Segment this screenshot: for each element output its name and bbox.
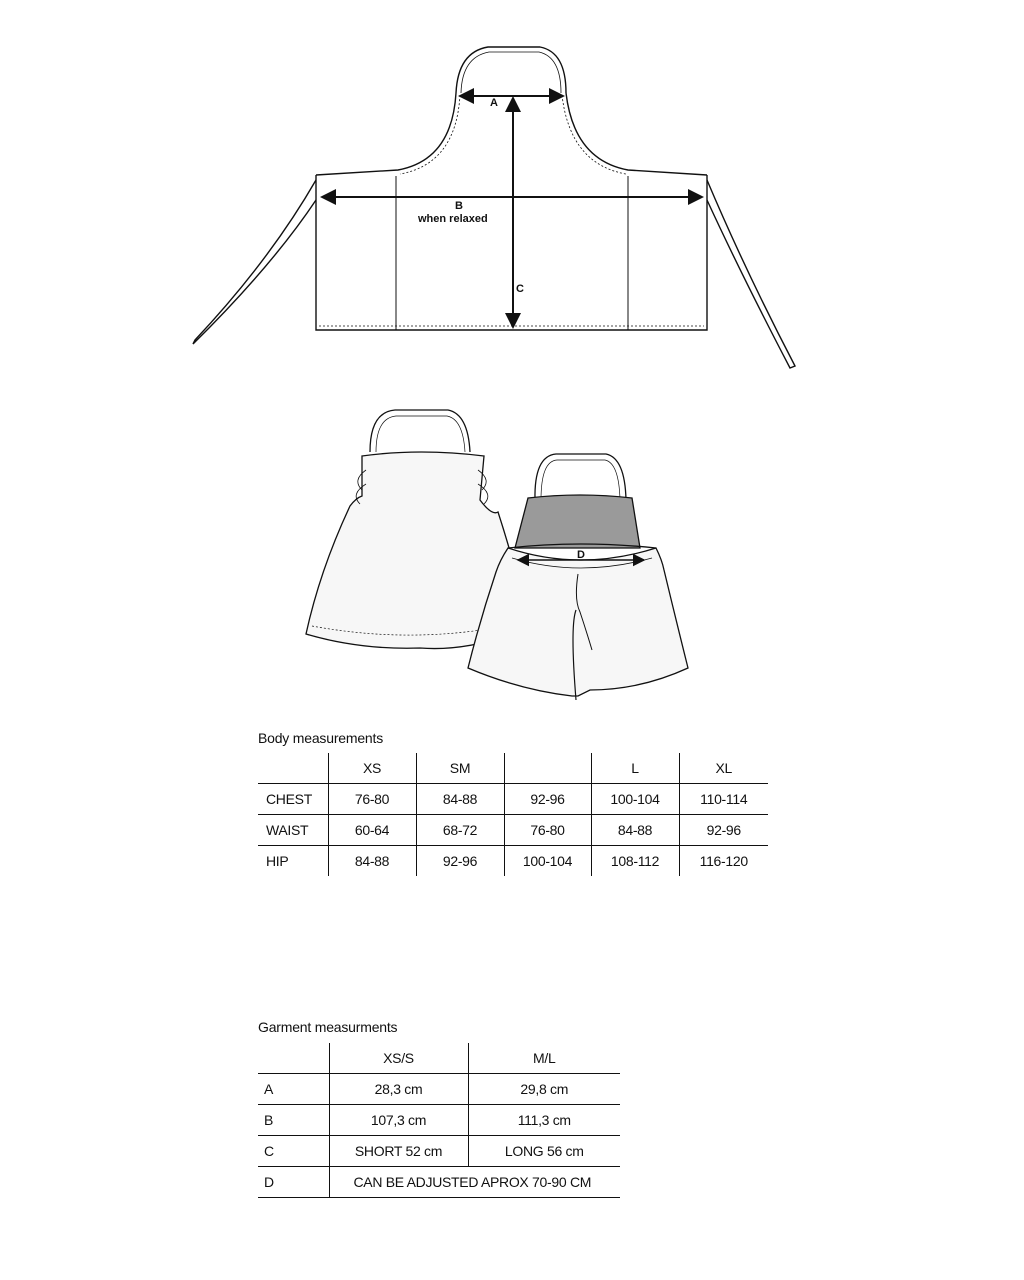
table-cell-merged: CAN BE ADJUSTED APROX 70-90 CM xyxy=(329,1167,620,1198)
table-cell: 92-96 xyxy=(679,815,768,846)
row-label: A xyxy=(258,1074,329,1105)
header-cell: XS/S xyxy=(329,1043,468,1074)
label-c: C xyxy=(516,283,524,295)
table-cell: 108-112 xyxy=(591,846,679,877)
table-cell: 29,8 cm xyxy=(468,1074,620,1105)
table-cell: 84-88 xyxy=(591,815,679,846)
header-cell: XL xyxy=(679,753,768,784)
table-cell: 110-114 xyxy=(679,784,768,815)
halter-strap xyxy=(456,47,566,93)
row-label: D xyxy=(258,1167,329,1198)
table-row xyxy=(258,1136,620,1167)
table-cell: 100-104 xyxy=(504,846,591,877)
table-cell: 28,3 cm xyxy=(329,1074,468,1105)
garment-measurements-table xyxy=(258,1043,620,1198)
table-row xyxy=(258,846,768,877)
table-cell: 60-64 xyxy=(328,815,416,846)
table-cell: 84-88 xyxy=(328,846,416,877)
header-cell: XS xyxy=(328,753,416,784)
header-cell xyxy=(258,1043,329,1074)
table-cell: 116-120 xyxy=(679,846,768,877)
worn-sketch-back xyxy=(468,454,688,700)
table-row xyxy=(258,1105,620,1136)
table-cell: 100-104 xyxy=(591,784,679,815)
table-cell: 107,3 cm xyxy=(329,1105,468,1136)
label-a: A xyxy=(490,97,498,109)
table-cell: LONG 56 cm xyxy=(468,1136,620,1167)
table-cell: 111,3 cm xyxy=(468,1105,620,1136)
header-cell xyxy=(504,753,591,784)
header-cell xyxy=(258,753,328,784)
table-header-row xyxy=(258,753,768,784)
table-cell: 68-72 xyxy=(416,815,504,846)
table-header-row xyxy=(258,1043,620,1074)
header-cell: L xyxy=(591,753,679,784)
body-measurements-table xyxy=(258,753,768,876)
table-row xyxy=(258,784,768,815)
body-measurements-title: Body measurements xyxy=(258,730,383,746)
header-cell: SM xyxy=(416,753,504,784)
table-row xyxy=(258,1167,620,1198)
label-b: B xyxy=(455,200,463,212)
label-b-note: when relaxed xyxy=(418,213,488,225)
table-row xyxy=(258,815,768,846)
row-label: B xyxy=(258,1105,329,1136)
row-label: C xyxy=(258,1136,329,1167)
table-cell: 92-96 xyxy=(504,784,591,815)
row-label: HIP xyxy=(266,853,289,869)
table-cell: 84-88 xyxy=(416,784,504,815)
header-cell: M/L xyxy=(468,1043,620,1074)
label-d: D xyxy=(577,549,585,561)
body-panel xyxy=(316,175,707,330)
row-label: CHEST xyxy=(258,784,328,815)
table-cell: 76-80 xyxy=(504,815,591,846)
table-cell: 76-80 xyxy=(328,784,416,815)
table-cell: SHORT 52 cm xyxy=(329,1136,468,1167)
table-row xyxy=(258,1074,620,1105)
table-cell: 92-96 xyxy=(416,846,504,877)
garment-measurements-title: Garment measurments xyxy=(258,1019,398,1035)
left-tie xyxy=(193,180,316,344)
measurement-arrows xyxy=(322,96,702,327)
row-label: WAIST xyxy=(258,815,328,846)
right-tie xyxy=(707,180,795,368)
